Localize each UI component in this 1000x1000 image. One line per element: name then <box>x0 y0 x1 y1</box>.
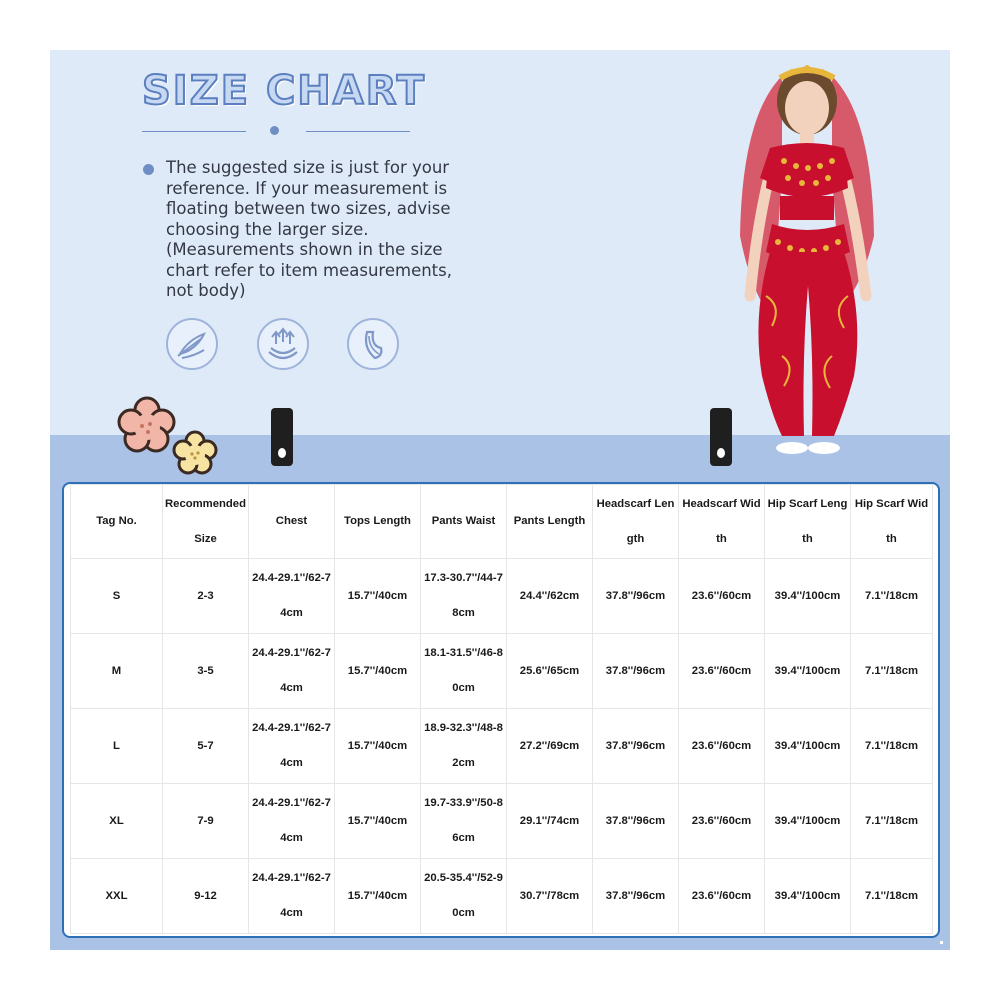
column-header: Headscarf Length <box>593 485 679 559</box>
table-cell: 24.4''/62cm <box>507 559 593 634</box>
table-cell: 7.1''/18cm <box>851 859 933 934</box>
table-header-row <box>71 485 933 559</box>
table-cell: 18.9-32.3''/48-82cm <box>421 709 507 784</box>
column-header: Hip Scarf Width <box>851 485 933 559</box>
table-cell: 39.4''/100cm <box>765 634 851 709</box>
table-cell: 15.7''/40cm <box>335 709 421 784</box>
table-cell: 37.8''/96cm <box>593 709 679 784</box>
table-cell: 7-9 <box>163 784 249 859</box>
table-cell: 19.7-33.9''/50-86cm <box>421 784 507 859</box>
column-header: Tops Length <box>335 485 421 559</box>
title-divider-dot <box>270 126 279 135</box>
title-divider-left <box>142 131 246 132</box>
table-cell: 15.7''/40cm <box>335 559 421 634</box>
table-cell: 24.4-29.1''/62-74cm <box>249 559 335 634</box>
table-cell: 39.4''/100cm <box>765 559 851 634</box>
table-cell: L <box>71 709 163 784</box>
table-cell: XL <box>71 784 163 859</box>
table-cell: 23.6''/60cm <box>679 784 765 859</box>
table-cell: 24.4-29.1''/62-74cm <box>249 709 335 784</box>
table-cell: 39.4''/100cm <box>765 709 851 784</box>
table-cell: 7.1''/18cm <box>851 709 933 784</box>
column-header: Headscarf Width <box>679 485 765 559</box>
size-table-card <box>62 482 940 938</box>
yellow-flower-icon <box>171 429 219 477</box>
table-cell: 23.6''/60cm <box>679 859 765 934</box>
table-cell: 24.4-29.1''/62-74cm <box>249 859 335 934</box>
table-cell: 23.6''/60cm <box>679 709 765 784</box>
table-cell: 25.6''/65cm <box>507 634 593 709</box>
column-header: Chest <box>249 485 335 559</box>
table-cell: 18.1-31.5''/46-80cm <box>421 634 507 709</box>
table-cell: 39.4''/100cm <box>765 784 851 859</box>
table-cell: 24.4-29.1''/62-74cm <box>249 784 335 859</box>
column-header: Pants Length <box>507 485 593 559</box>
column-header: Pants Waist <box>421 485 507 559</box>
table-cell: 37.8''/96cm <box>593 784 679 859</box>
title-divider-right <box>306 131 410 132</box>
column-header: Tag No. <box>71 485 163 559</box>
table-cell: 7.1''/18cm <box>851 784 933 859</box>
table-cell: 17.3-30.7''/44-78cm <box>421 559 507 634</box>
table-row <box>71 634 933 709</box>
size-note: The suggested size is just for your reference. If your measurement is floating between two sizes, advise choosing the larger size. (Measurements shown in the size chart refer to item measurements, not body) <box>166 158 452 300</box>
table-cell: 37.8''/96cm <box>593 859 679 934</box>
table-cell: 37.8''/96cm <box>593 634 679 709</box>
table-cell: 7.1''/18cm <box>851 634 933 709</box>
corner-mark <box>940 941 943 944</box>
table-cell: 30.7''/78cm <box>507 859 593 934</box>
comfort-leaf-icon <box>347 318 399 370</box>
stretch-elastic-icon <box>257 318 309 370</box>
model-photo <box>722 56 892 486</box>
table-row <box>71 559 933 634</box>
table-cell: XXL <box>71 859 163 934</box>
size-table <box>70 484 933 934</box>
feather-soft-icon <box>166 318 218 370</box>
table-cell: 23.6''/60cm <box>679 634 765 709</box>
column-header: Hip Scarf Length <box>765 485 851 559</box>
table-cell: M <box>71 634 163 709</box>
column-header: Recommended Size <box>163 485 249 559</box>
table-row <box>71 859 933 934</box>
table-cell: 3-5 <box>163 634 249 709</box>
table-cell: 20.5-35.4''/52-90cm <box>421 859 507 934</box>
table-cell: 27.2''/69cm <box>507 709 593 784</box>
page-title: SIZE CHART <box>142 68 427 114</box>
table-cell: 9-12 <box>163 859 249 934</box>
table-cell: 5-7 <box>163 709 249 784</box>
table-cell: 24.4-29.1''/62-74cm <box>249 634 335 709</box>
table-cell: S <box>71 559 163 634</box>
table-row <box>71 709 933 784</box>
table-cell: 37.8''/96cm <box>593 559 679 634</box>
table-row <box>71 784 933 859</box>
size-chart-panel <box>50 50 950 950</box>
left-clip-icon <box>271 408 293 466</box>
table-cell: 23.6''/60cm <box>679 559 765 634</box>
table-cell: 15.7''/40cm <box>335 859 421 934</box>
table-cell: 39.4''/100cm <box>765 859 851 934</box>
table-cell: 15.7''/40cm <box>335 634 421 709</box>
table-cell: 29.1''/74cm <box>507 784 593 859</box>
table-cell: 15.7''/40cm <box>335 784 421 859</box>
table-cell: 7.1''/18cm <box>851 559 933 634</box>
table-cell: 2-3 <box>163 559 249 634</box>
pink-flower-icon <box>116 394 178 456</box>
